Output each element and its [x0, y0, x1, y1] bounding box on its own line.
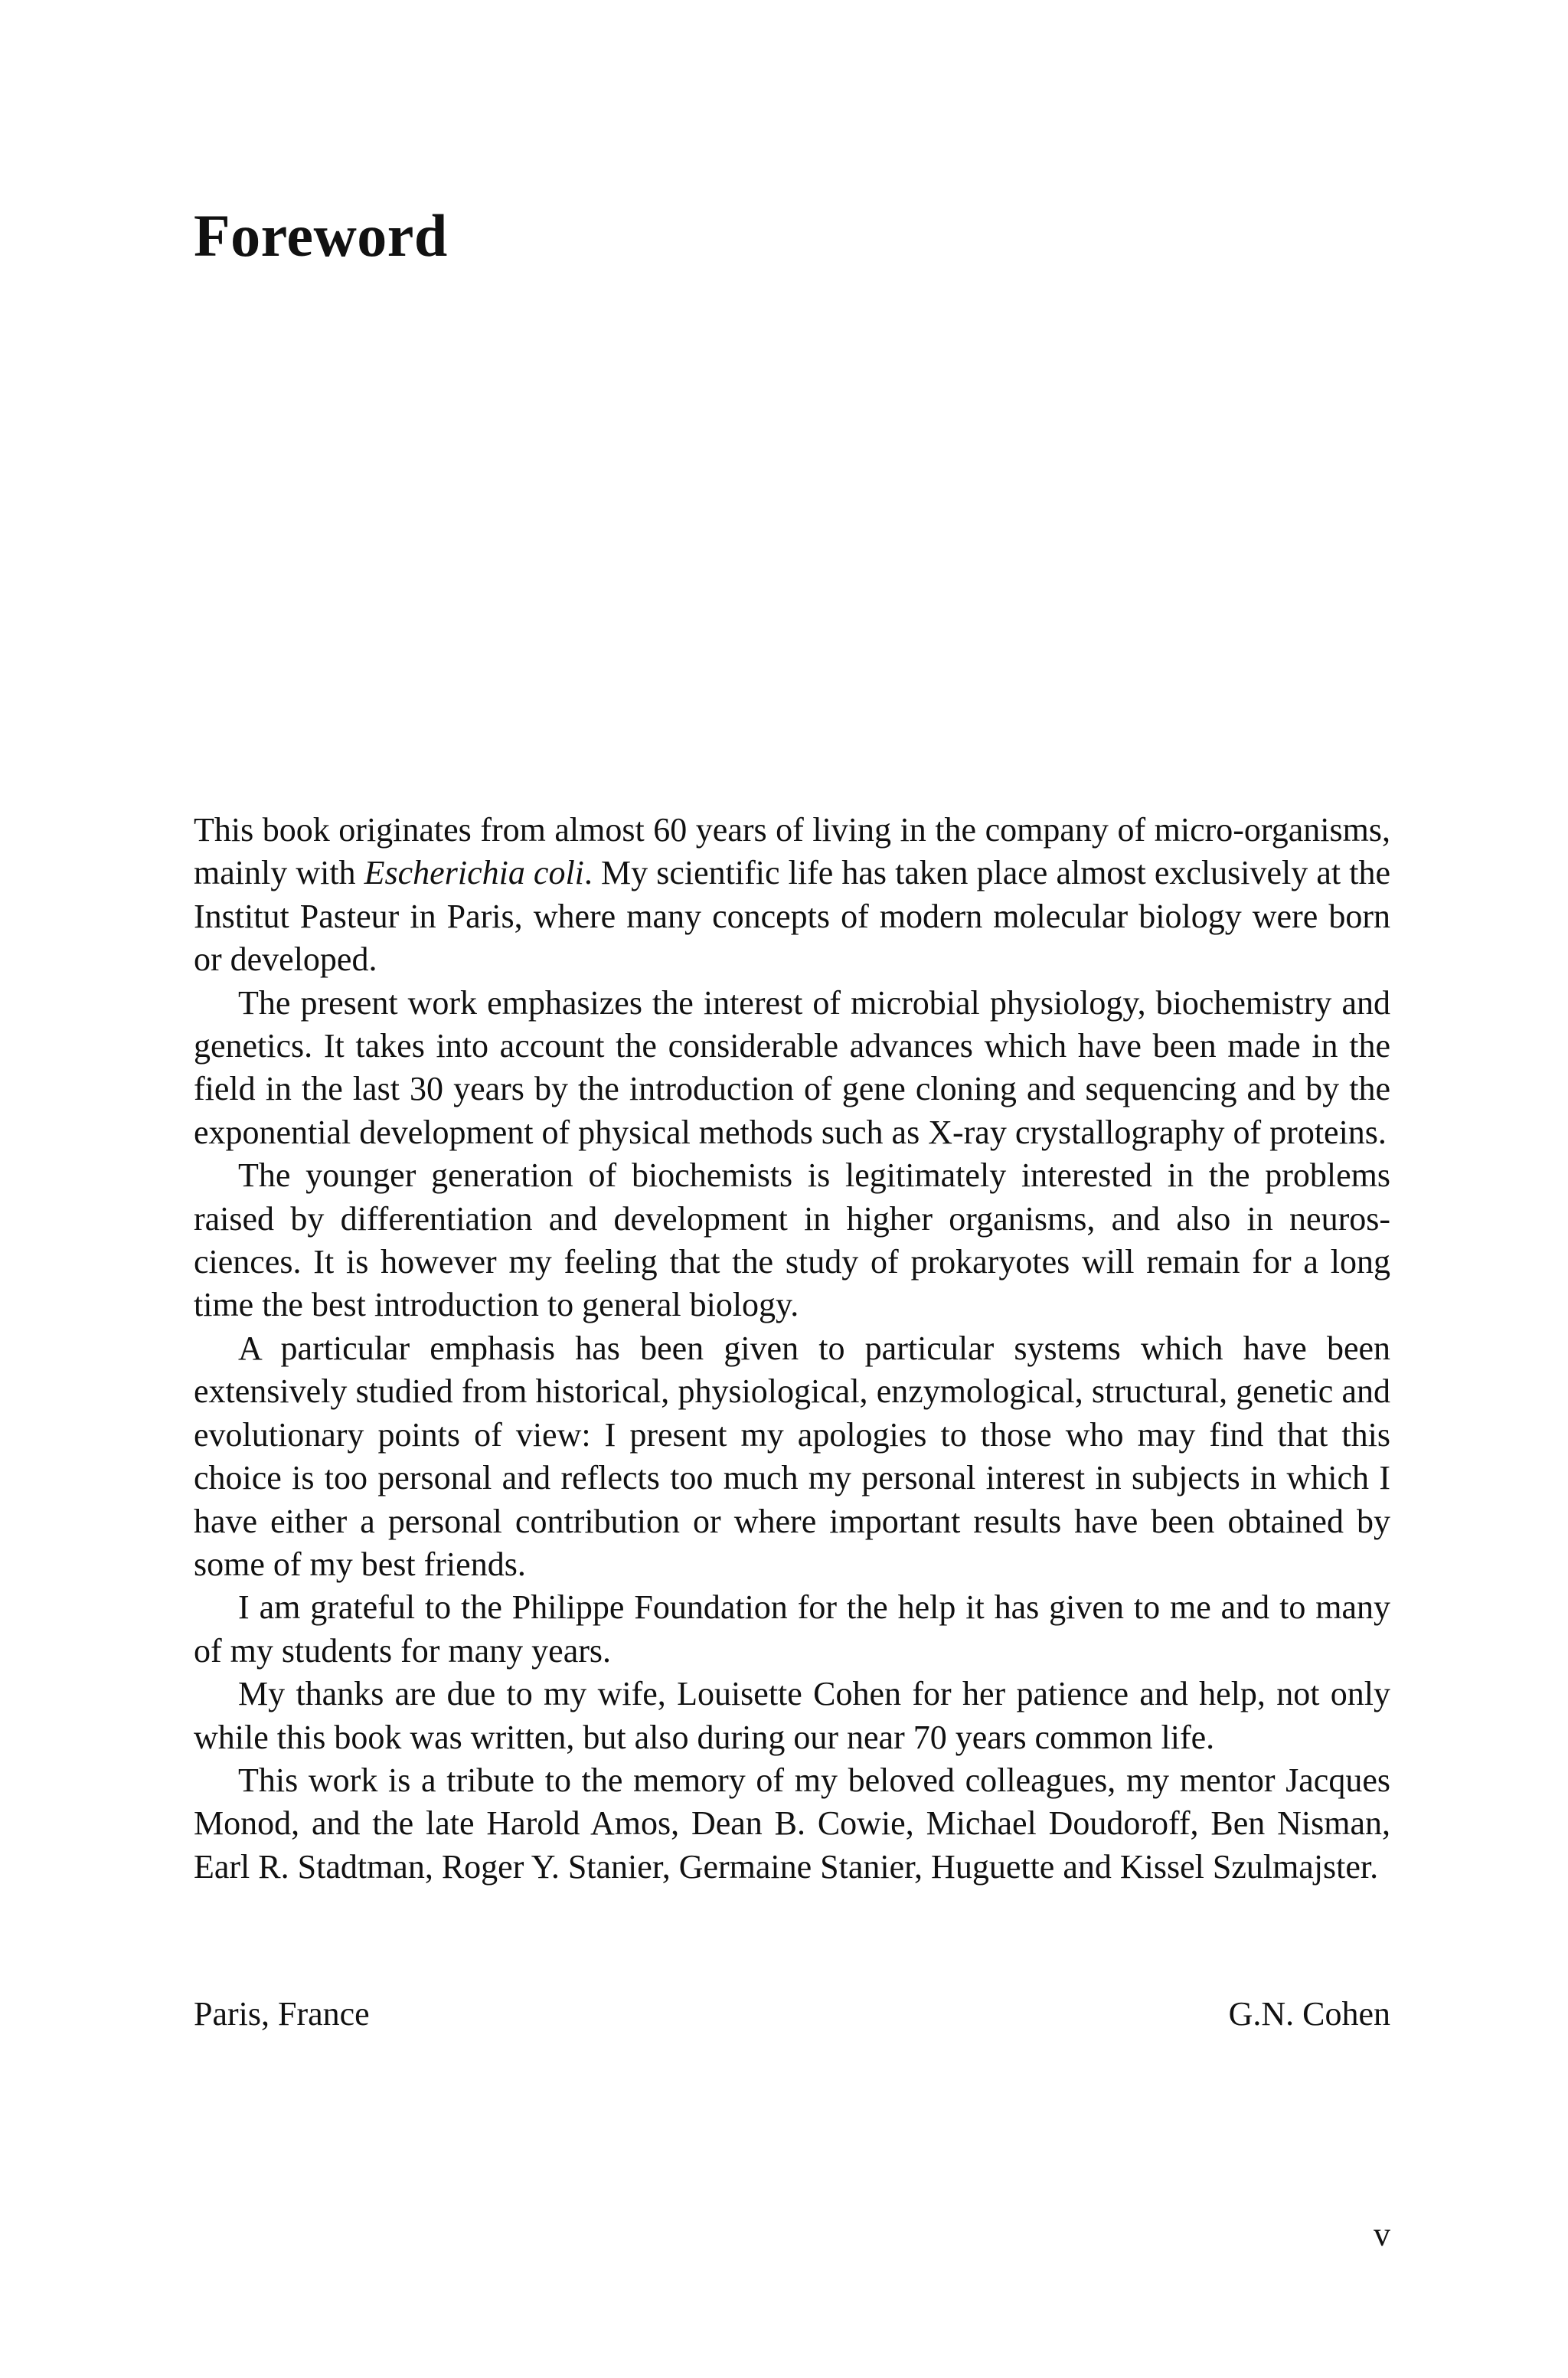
foreword-body	[194, 809, 1390, 1889]
page-title: Foreword	[194, 202, 448, 269]
paragraph-1-text-end: . My scientific life has taken place almost exclusively at the Institut Pasteur in Paris, where many concepts of modern molecular biology were born or developed.	[194, 854, 1390, 979]
paragraph-1	[194, 809, 1390, 982]
paragraph-4: A particular emphasis has been given to particular systems which have been extensively studied from historical, physiological, enzymological, structural, genetic and evolutionary points of view: I present my apologies to those who may find that this choice is too personal and reflects too much my personal interest in subjects in which I have either a personal contribution or where important results have been obtained by some of my best friends.	[194, 1329, 1390, 1583]
paragraph-5: I am grateful to the Philippe Foundation for the help it has given to me and to many of my students for many years.	[194, 1588, 1390, 1670]
paragraph-2: The present work emphasizes the interest of microbial physiology, biochemistry and genetics. It takes into account the considerable advances which have been made in the field in the last 30 years by the introduction of gene cloning and sequencing and by the exponential development of physical methods such as X-ray crystallography of proteins.	[194, 983, 1390, 1151]
paragraph-1-text-start: This book originates from almost 60 years of living in the company of micro-organisms, mainly with	[194, 811, 1390, 892]
signature-place: Paris, France	[194, 1995, 370, 2033]
page-number: v	[1374, 2216, 1390, 2253]
paragraph-6: My thanks are due to my wife, Louisette Cohen for her patience and help, not only while this book was written, but also during our near 70 years common life.	[194, 1675, 1390, 1756]
species-name-italic: Escherichia coli	[364, 854, 584, 892]
signature-line	[194, 1993, 1390, 2036]
signature-author: G.N. Cohen	[1228, 1995, 1390, 2033]
paragraph-7: This work is a tribute to the memory of my beloved colleagues, my mentor Jacques Monod, and the late Harold Amos, Dean B. Cowie, Michael Doudoroff, Ben Nisman, Earl R. Stadtman, Roger Y. Stanier, Germaine Stanier, Huguette and Kissel Szulmajster.	[194, 1761, 1390, 1886]
paragraph-3: The younger generation of biochemists is legitimately interested in the problems raised by differentiation and development in higher organisms, and also in neurosciences. It is however my feeling that the study of prokaryotes will remain for a long time the best introduction to general biology.	[194, 1156, 1390, 1324]
